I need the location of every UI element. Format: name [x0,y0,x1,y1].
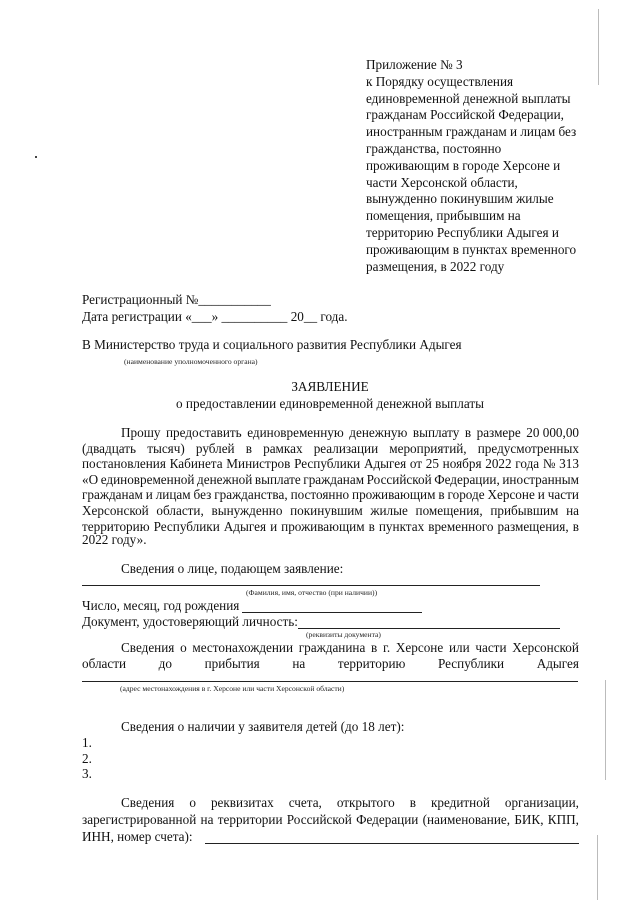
word: № [542,456,556,472]
word: выплате [254,471,301,487]
applicant-heading: Сведения о лице, подающем заявление: [121,561,344,576]
appendix-line: проживающим в городе Херсоне и [366,157,561,173]
word: Республики [294,456,361,472]
appendix-line: помещения, прибывшим на [366,208,521,224]
word: в [368,518,375,534]
word: тысяч) [147,440,185,456]
word: открытого [336,795,395,810]
appendix-line: размещения, в 2022 году [366,258,505,274]
word: территорию [82,518,150,534]
word: части [475,640,507,655]
word: Херсонской [512,640,579,655]
word: пунктах [378,518,425,534]
word: в [371,640,378,655]
request-line [121,425,579,441]
word: о [189,795,196,810]
word: Адыгея [223,518,267,534]
word: Республики [153,518,220,534]
registration-number: Регистрационный №___________ [82,292,271,307]
word: территории [217,812,283,827]
word: Адыгея [536,656,579,671]
word: «О [82,471,99,487]
word: и [537,487,545,503]
word: Кабинета [169,456,223,472]
word: 25 [425,456,439,472]
request-line [82,472,579,488]
word: городе [447,487,485,503]
addressee-caption: (наименование уполномоченного органа) [124,357,258,366]
word: постановления [82,456,166,472]
word: части [547,487,579,503]
appendix-line: проживающим в пунктах временного [366,241,577,257]
word: от [409,456,423,472]
word: Министров [226,456,291,472]
word: реквизитах [210,795,274,810]
account-line-1 [121,795,579,811]
word: г. [382,640,391,655]
document-label: Документ, удостоверяющий личность: [82,614,298,629]
children-heading: Сведения о наличии у заявителя детей (до 18 лет): [121,719,405,734]
word: размере [476,425,521,440]
request-line [82,487,579,503]
word: временного [428,518,494,534]
word: гражданства, [214,487,288,503]
location-line-2 [82,656,579,672]
appendix-line: Приложение № 3 [366,57,463,72]
request-line [82,519,579,535]
word: Российской [286,812,352,827]
word: гражданина [298,640,366,655]
word: в [464,425,472,440]
word: постоянно [290,487,350,503]
word: Федерации, [434,471,500,487]
scan-speck [35,156,37,158]
name-input-line[interactable] [82,585,540,586]
word: 313 [559,456,579,472]
word: размещения, [497,518,569,534]
word: Российской [366,471,432,487]
registration-date: Дата регистрации «___» __________ 20__ года. [82,309,348,324]
word: в [438,487,445,503]
appendix-line: части Херсонской области, [366,174,518,190]
appendix-line: к Порядку осуществления [366,73,514,89]
word: лицам [155,487,191,503]
word: области, [156,503,204,518]
word: иностранным [502,471,579,487]
word: проживающим [352,487,436,503]
document-title: ЗАЯВЛЕНИЕ [291,379,369,394]
children-list [82,735,92,782]
word: местонахождении [192,640,294,655]
word: вынужденно [211,503,283,518]
appendix-line: иностранным гражданам и лицам без [366,124,577,140]
scan-margin-mark [605,680,606,780]
word: до [158,656,172,671]
document-subtitle: о предоставлении единовременной денежной выплаты [176,396,484,411]
word: рублей [195,440,235,456]
word: Федерации [356,812,419,827]
document-input-line[interactable] [298,628,560,629]
word: организации, [504,795,579,810]
appendix-line: гражданства, постоянно [366,140,502,156]
word: прибывшим [490,503,559,518]
child-item: 2. [82,750,92,766]
location-caption: (адрес местонахождения в г. Херсоне или части Херсонской области) [120,684,345,693]
word: Сведения [121,795,175,810]
scan-margin-mark [598,9,599,85]
scan-margin-mark [597,835,598,900]
addressee: В Министерство труда и социального развития Республики Адыгея [82,337,462,352]
word: без [193,487,212,503]
child-item: 3. [82,766,92,782]
word: предоставить [166,425,242,440]
word: гражданам [303,471,365,487]
request-line [82,456,579,472]
word: жилые [370,503,408,518]
location-input-line[interactable] [82,681,578,682]
word: Херсоне [487,487,535,503]
birth-date-input-line[interactable] [242,612,422,613]
word: Республики [437,656,505,671]
word: проживающим [281,518,365,534]
word: и [270,518,278,534]
appendix-line: гражданам Российской Федерации, [366,107,564,123]
word: в [245,440,252,456]
word: 2022 [485,456,512,472]
child-item: 1. [82,735,92,750]
word: (двадцать [82,440,137,456]
word: реализации [313,440,379,456]
word: территорию [337,656,406,671]
birth-date-label: Число, месяц, год рождения [82,598,240,613]
word: денежную [349,425,408,440]
word: на [566,503,579,518]
word: единовременной [100,471,195,487]
word: БИК, [514,812,544,827]
request-line [82,503,579,519]
word: гражданам [82,487,143,503]
word: КПП, [547,812,579,827]
request-line [82,441,579,457]
word: (наименование, [422,812,511,827]
name-caption: (Фамилия, имя, отчество (при наличии)) [246,588,378,597]
word: на [292,656,306,671]
word: Херсонской [82,503,149,518]
word: в [572,518,579,534]
word: года [515,456,540,472]
word: или [448,640,470,655]
word: 20 000,00 [526,425,579,440]
appendix-block [366,57,576,275]
account-line-3-label: ИНН, номер счета): [82,829,193,844]
location-line-1 [121,640,579,656]
word: зарегистрированной [82,812,197,827]
word: и [145,487,153,503]
account-input-line[interactable] [205,843,579,844]
account-line-2 [82,812,579,828]
word: рамках [263,440,303,456]
word: выплату [412,425,460,440]
word: мероприятий, [389,440,467,456]
word: в [409,795,416,810]
word: помещения, [415,503,483,518]
word: единовременную [247,425,344,440]
word: кредитной [430,795,490,810]
word: ноября [442,456,482,472]
word: области [82,656,127,671]
word: денежной [197,471,253,487]
word: Прошу [121,425,161,440]
appendix-line: вынужденно покинувшим жилые [366,191,554,207]
word: на [200,812,214,827]
word: счета, [288,795,322,810]
appendix-line: территорию Республики Адыгея и [366,224,559,240]
appendix-line: единовременной денежной выплаты [366,90,571,106]
request-last-line: 2022 году». [82,532,147,547]
word: о [180,640,187,655]
word: прибытия [204,656,260,671]
word: покинувшим [290,503,363,518]
word: Херсоне [395,640,444,655]
document-caption: (реквизиты документа) [306,630,381,639]
word: предусмотренных [477,440,579,456]
word: Сведения [121,640,175,655]
word: Адыгея [363,456,407,472]
